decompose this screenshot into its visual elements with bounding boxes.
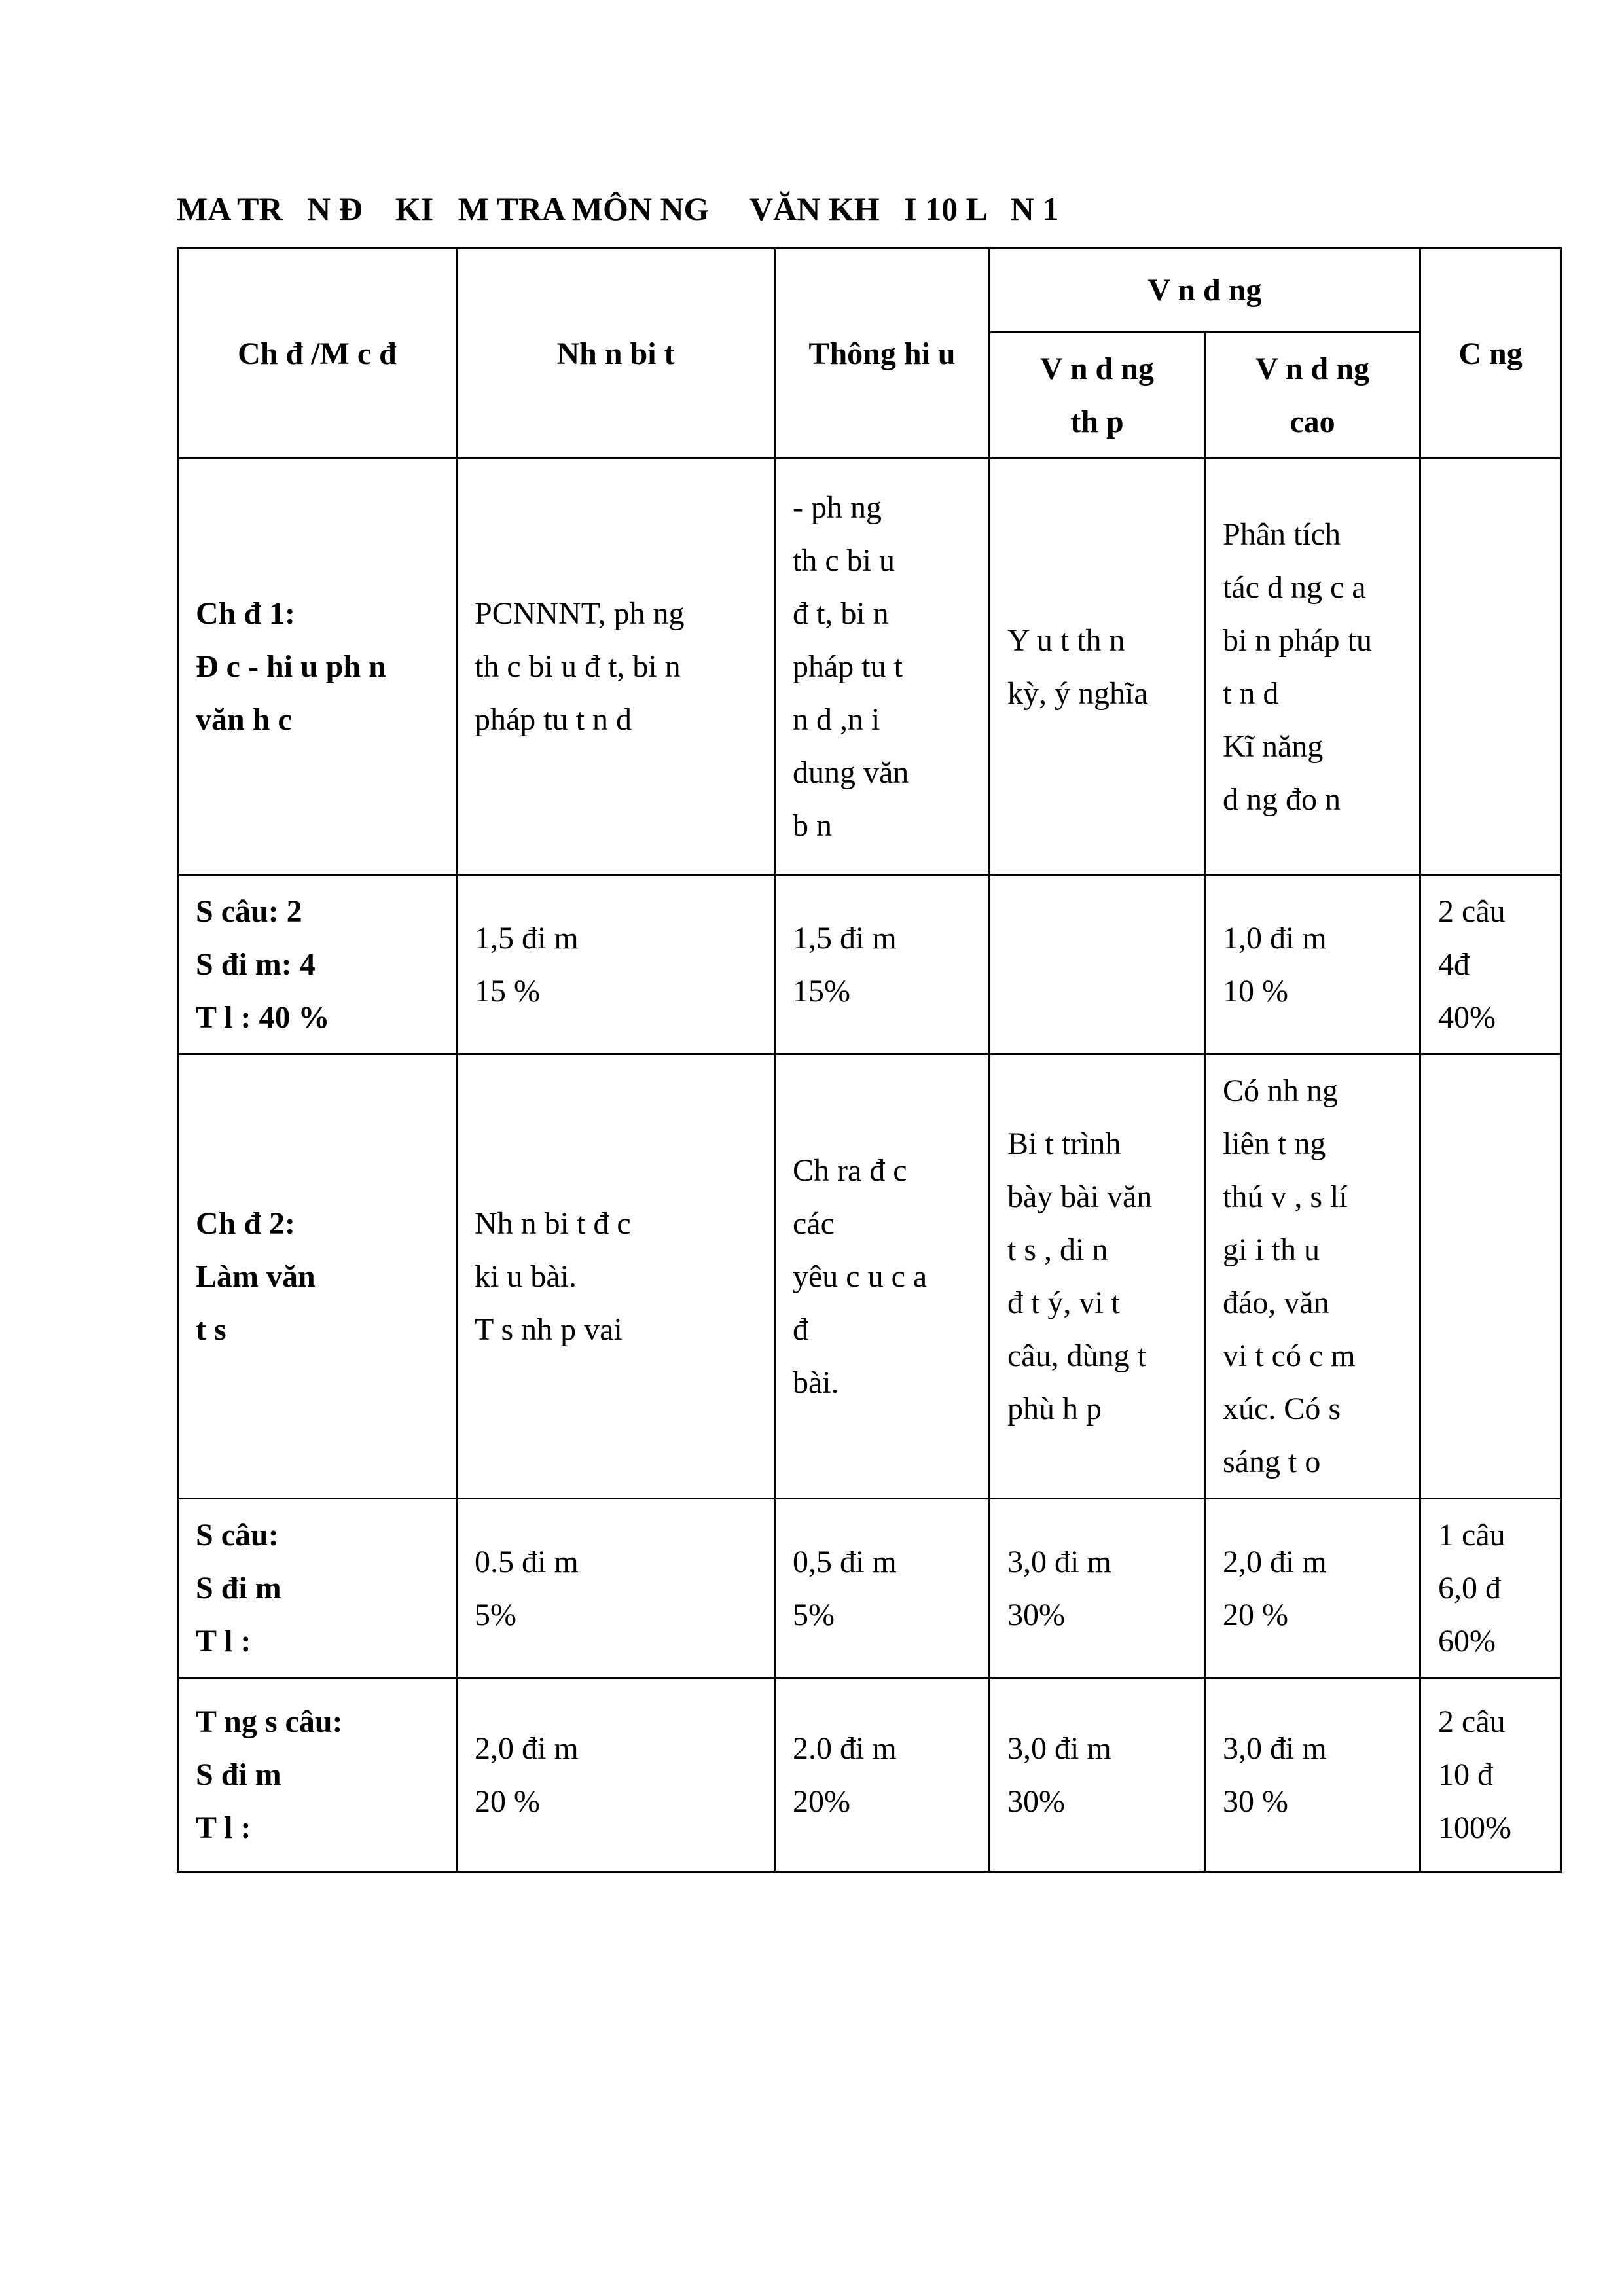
header-row	[178, 249, 1561, 332]
cell-total: 2 câu 10 đ 100%	[1420, 1678, 1561, 1872]
table-row	[178, 1678, 1561, 1872]
header-application-high: V n d ng cao	[1205, 332, 1420, 459]
cell-application-high: Có nh ng liên t ng thú v , s lí gi i th u đáo, văn vi t có c m xúc. Có s sáng t o	[1205, 1054, 1420, 1499]
header-application-low: V n d ng th p	[990, 332, 1205, 459]
cell-application-high: 2,0 đi m 20 %	[1205, 1499, 1420, 1678]
cell-comprehension: 2.0 đi m 20%	[775, 1678, 990, 1872]
cell-application-low	[990, 875, 1205, 1054]
header-application: V n d ng	[990, 249, 1420, 332]
table-row	[178, 1499, 1561, 1678]
cell-total	[1420, 459, 1561, 875]
cell-comprehension: 1,5 đi m 15%	[775, 875, 990, 1054]
cell-application-high: Phân tích tác d ng c a bi n pháp tu t n d Kĩ năng d ng đo n	[1205, 459, 1420, 875]
table-row	[178, 459, 1561, 875]
header-total: C ng	[1420, 249, 1561, 459]
cell-application-low: 3,0 đi m 30%	[990, 1678, 1205, 1872]
cell-recognition: PCNNNT, ph ng th c bi u đ t, bi n pháp tu t n d	[457, 459, 775, 875]
table-row	[178, 1054, 1561, 1499]
row-label: S câu: 2 S đi m: 4 T l : 40 %	[178, 875, 457, 1054]
cell-comprehension: - ph ng th c bi u đ t, bi n pháp tu t n d ,n i dung văn b n	[775, 459, 990, 875]
cell-recognition: Nh n bi t đ c ki u bài. T s nh p vai	[457, 1054, 775, 1499]
cell-application-low: 3,0 đi m 30%	[990, 1499, 1205, 1678]
cell-recognition: 1,5 đi m 15 %	[457, 875, 775, 1054]
cell-application-high: 3,0 đi m 30 %	[1205, 1678, 1420, 1872]
cell-application-low: Y u t th n kỳ, ý nghĩa	[990, 459, 1205, 875]
cell-application-low: Bi t trình bày bài văn t s , di n đ t ý, vi t câu, dùng t phù h p	[990, 1054, 1205, 1499]
row-label: Ch đ 2: Làm văn t s	[178, 1054, 457, 1499]
cell-recognition: 0.5 đi m 5%	[457, 1499, 775, 1678]
header-comprehension: Thông hi u	[775, 249, 990, 459]
header-recognition: Nh n bi t	[457, 249, 775, 459]
page-title: MA TR N Đ KI M TRA MÔN NG VĂN KH I 10 L N 1	[177, 190, 1059, 227]
cell-comprehension: 0,5 đi m 5%	[775, 1499, 990, 1678]
cell-comprehension: Ch ra đ c các yêu c u c a đ bài.	[775, 1054, 990, 1499]
assessment-matrix-table	[177, 247, 1562, 1873]
header-topic-level: Ch đ /M c đ	[178, 249, 457, 459]
cell-total: 2 câu 4đ 40%	[1420, 875, 1561, 1054]
table-row	[178, 875, 1561, 1054]
cell-total: 1 câu 6,0 đ 60%	[1420, 1499, 1561, 1678]
row-label: S câu: S đi m T l :	[178, 1499, 457, 1678]
cell-application-high: 1,0 đi m 10 %	[1205, 875, 1420, 1054]
cell-total	[1420, 1054, 1561, 1499]
cell-recognition: 2,0 đi m 20 %	[457, 1678, 775, 1872]
row-label: T ng s câu: S đi m T l :	[178, 1678, 457, 1872]
row-label: Ch đ 1: Đ c - hi u ph n văn h c	[178, 459, 457, 875]
